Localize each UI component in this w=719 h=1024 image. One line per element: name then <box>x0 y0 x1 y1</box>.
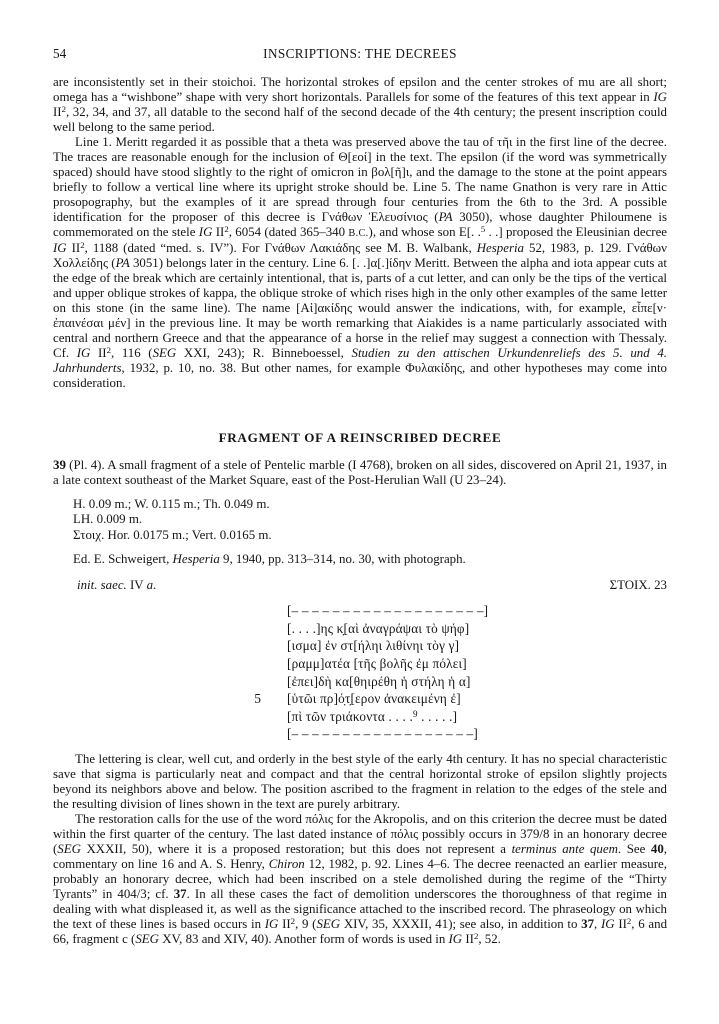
inscription-line-number <box>53 708 261 726</box>
inscription-line-number <box>53 725 261 743</box>
inscription-line-text: [ἐπει]δὴ κα[θηιρέθη ἡ στήλη ἡ α] <box>287 673 471 689</box>
edition-line: Ed. E. Schweigert, Hesperia 9, 1940, pp. 313–314, no. 30, with photograph. <box>73 552 466 567</box>
inscription-line-number <box>53 673 261 691</box>
inscription-line-number <box>53 655 261 673</box>
page-number: 54 <box>53 46 67 61</box>
inscription-block <box>53 602 667 743</box>
inscription-line <box>53 602 667 620</box>
inscription-line-text: [– – – – – – – – – – – – – – – – – – –] <box>287 603 489 619</box>
inscription-line-number <box>53 637 261 655</box>
inscription-line <box>53 690 667 708</box>
section-heading: FRAGMENT OF A REINSCRIBED DECREE <box>218 430 502 445</box>
inscription-line-text: [– – – – – – – – – – – – – – – – – –] <box>287 726 478 742</box>
paragraph-commentary: Line 1. Meritt regarded it as possible that a theta was preserved above the tau of τῆι in the first line of the decree. The traces are reasonable enough for the inclusion of Θ[εοί] in the text. The epsilon (if the word was symmetrically spaced) should have stood slightly to the right of omicron in βολ[ῆ]ι, and the damage to the stone at the point appears briefly to follow a vertical line where its upright stroke should be. Line 5. The name Gnathon is very rare in Attic prosopography, but the examples of it are spread through four centuries from the 6th to the 3rd. A possible identification for the proposer of this decree is Γνάθων Ἐλευσίνιος (PA 3050), whose daughter Philoumene is commemorated on the stele IG $II^2$, 6054 (dated 365–340 B.C.), and whose son Ε[. .$^5$ . .] proposed the Eleusinian decree IG $II^2$, 1188 (dated “med. s. IV”). For Γνάθων Λακιάδης see M. B. Walbank, Hesperia 52, 1983, p. 129. Γνάθων Χολλείδης (PA 3051) belongs later in the century. Line 6. [. .]α[.]ίδην Meritt. Between the alpha and iota appear cuts at the edge of the break which are certainly intentional, that is, parts of a cut letter, and can only be the tips of the vertical and upper oblique strokes of kappa, the oblique stroke of which rises high in the only other examples of the same letter on this stone (in the same line). The name [Αἰ]ακίδης would answer the indications, with, for example, εἶπε[ν· ἐπαινέσαι μέν] in the previous line. It may be worth remarking that Aiakides is a name particularly associated with central and northern Greece and that the appearance of a horse in the relief may suggest a connection with Thessaly. Cf. IG $II^2$, 116 (SEG XXI, 243); R. Binneboessel, Studien zu den attischen Urkundenreliefs des 5. und 4. Jahrhunderts, 1932, p. 10, no. 38. But other names, for example Φυλακίδης, and other hypotheses may come into consideration. <box>53 135 668 390</box>
measurement-dimensions: H. 0.09 m.; W. 0.115 m.; Th. 0.049 m. <box>73 497 270 511</box>
measurement-stoichedon: Στοιχ. Hor. 0.0175 m.; Vert. 0.0165 m. <box>73 527 272 542</box>
inscription-line-number: 5 <box>254 691 261 707</box>
inscription-line-text: [πὶ τῶν τριάκοντα . . . .$^9$ . . . . .] <box>287 708 458 724</box>
inscription-line <box>53 655 667 673</box>
fragment-description: 39 (Pl. 4). A small fragment of a stele of Pentelic marble (I 4768), broken on all sides, discovered on April 21, 1937, in a late context southeast of the Market Square, east of the Post-Herulian Wall (U 23–24). <box>53 458 667 487</box>
paragraph-stoichoi: are inconsistently set in their stoichoi. The horizontal strokes of epsilon and the center strokes of mu are all short; omega has a “wishbone” shape with very short horizontals. Parallels for some of the features of this text appear in IG $II^2$, 32, 34, and 37, all datable to the second half of the second decade of the 4th century; the present inscription could well belong to the same period. <box>53 75 667 134</box>
inscription-line-text: [. . . .]ης κ̣[αὶ ἀναγράψαι τὸ ψήφ] <box>287 620 470 636</box>
inscription-line-text: [ραμμ]ατέα [τῆς βολῆς ἐμ πόλει] <box>287 656 467 671</box>
inscription-line-number <box>53 602 261 620</box>
inscription-line-number <box>53 620 261 638</box>
paragraph-lettering: The lettering is clear, well cut, and orderly in the best style of the early 4th century. It has no special characteristic save that sigma is particularly neat and compact and that the central horizontal stroke of epsilon slightly projects beyond its neighbors above and below. The position ascribed to the fragment in relation to the edges of the stele and the resulting division of lines shown in the text are purely arbitrary. <box>53 751 667 811</box>
dateline <box>53 578 667 593</box>
inscription-line <box>53 708 667 726</box>
running-head: INSCRIPTIONS: THE DECREES <box>263 46 457 61</box>
inscription-line <box>53 637 667 655</box>
inscription-line <box>53 725 667 743</box>
date-attribution: init. saec. IV a. <box>77 578 157 593</box>
measurements-block <box>73 497 667 543</box>
inscription-line-text: [ὑτῶι πρ]ό̣τ̣[ερον ἀνακειμένη ἐ] <box>287 691 461 707</box>
inscription-line-text: [ισμα] ἐν στ[ήληι λιθίνηι τὸγ γ] <box>287 638 460 654</box>
paragraph-restoration: The restoration calls for the use of the word πόλις for the Akropolis, and on this criterion the decree must be dated within the first quarter of the century. The last dated instance of πόλις possibly occurs in 379/8 in an honorary decree (SEG XXXII, 50), where it is a proposed restoration; but this does not represent a terminus ante quem. See 40, commentary on line 16 and A. S. Henry, Chiron 12, 1982, p. 92. Lines 4–6. The decree reenacted an earlier measure, probably an honorary decree, which had been inscribed on a stele demolished during the regime of the “Thirty Tyrants” in 404/3; cf. 37. In all these cases the fact of demolition underscores the thoroughness of that regime in dealing with what displeased it, as well as the significance attached to the inscribed record. The phraseology on which the text of these lines is based occurs in IG $II^2$, 9 (SEG XIV, 35, XXXII, 41); see also, in addition to 37, IG $II^2$, 6 and 66, fragment c (SEG XV, 83 and XIV, 40). Another form of words is used in IG $II^2$, 52. <box>53 811 668 946</box>
page-header <box>53 46 667 61</box>
measurement-letter-height: LH. 0.009 m. <box>73 512 143 527</box>
inscription-line <box>53 620 667 638</box>
inscription-line <box>53 673 667 691</box>
stoichedon-count: ΣΤΟΙΧ. 23 <box>609 578 667 593</box>
